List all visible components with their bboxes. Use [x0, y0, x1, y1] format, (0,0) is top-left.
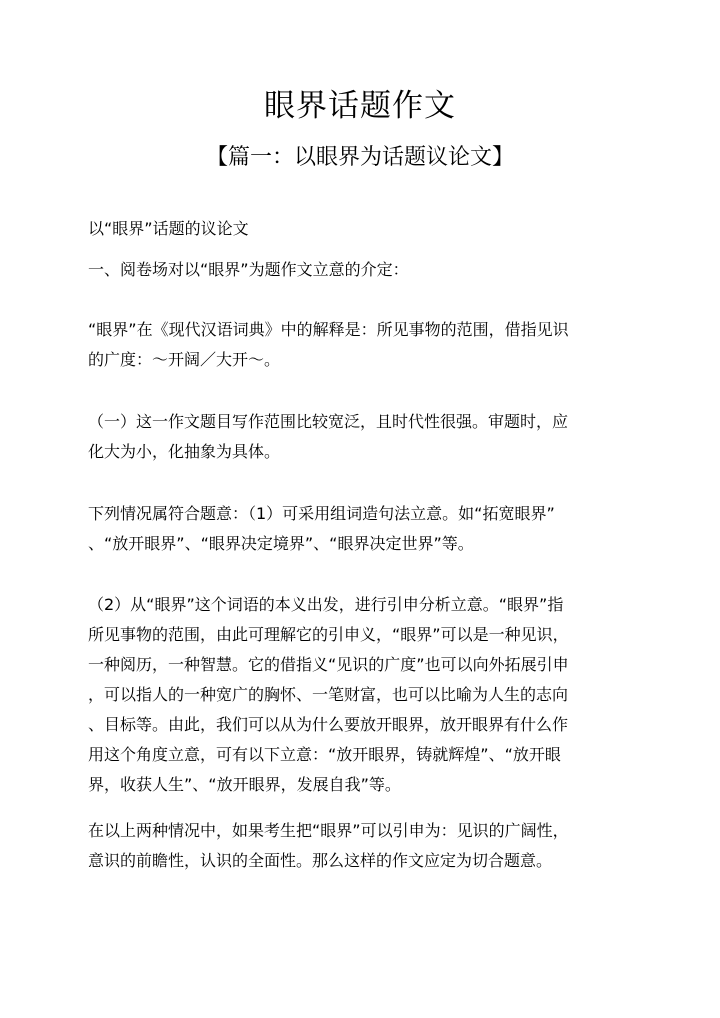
paragraph-line: 以“眼界”话题的议论文	[88, 219, 249, 238]
paragraph-case-one	[88, 499, 636, 559]
paragraph-line: 下列情况属符合题意：（1）可采用组词造句法立意。如“拓宽眼界”	[88, 504, 555, 523]
paragraph-line: 、“放开眼界”、“眼界决定境界”、“眼界决定世界”等。	[88, 534, 474, 553]
paragraph-line: 意识的前瞻性，认识的全面性。那么这样的作文应定为切合题意。	[88, 851, 553, 870]
paragraph-line: （一）这一作文题目写作范围比较宽泛，且时代性很强。审题时，应	[88, 412, 569, 431]
paragraph-conclusion	[88, 816, 636, 876]
paragraph-topic-intro	[88, 214, 636, 244]
paragraph-case-two	[88, 590, 636, 800]
paragraph-scope	[88, 407, 636, 467]
paragraph-line: “眼界”在《现代汉语词典》中的解释是：所见事物的范围，借指见识	[88, 320, 569, 339]
paragraph-line: 、目标等。由此，我们可以从为什么要放开眼界，放开眼界有什么作	[88, 715, 569, 734]
document-subtitle: 【篇一：以眼界为话题议论文】	[205, 145, 514, 170]
paragraph-line: 一种阅历，一种智慧。它的借指义“见识的广度”也可以向外拓展引申	[88, 655, 569, 674]
paragraph-line: 的广度：～开阔／大开～。	[88, 350, 281, 369]
paragraph-section-heading	[88, 255, 636, 285]
paragraph-line: ，可以指人的一种宽广的胸怀、一笔财富，也可以比喻为人生的志向	[88, 685, 569, 704]
document-title: 眼界话题作文	[264, 88, 456, 124]
paragraph-definition	[88, 315, 636, 375]
paragraph-line: 用这个角度立意，可有以下立意：“放开眼界，铸就辉煌”、“放开眼	[88, 745, 561, 764]
paragraph-line: 界，收获人生”、“放开眼界，发展自我”等。	[88, 775, 401, 794]
paragraph-line: 在以上两种情况中，如果考生把“眼界”可以引申为：见识的广阔性，	[88, 821, 569, 840]
paragraph-line: 所见事物的范围，由此可理解它的引申义，“眼界”可以是一种见识，	[88, 625, 569, 644]
paragraph-line: （2）从“眼界”这个词语的本义出发，进行引申分析立意。“眼界”指	[88, 595, 564, 614]
paragraph-line: 化大为小，化抽象为具体。	[88, 442, 281, 461]
paragraph-line: 一、阅卷场对以“眼界”为题作文立意的介定：	[88, 260, 409, 279]
